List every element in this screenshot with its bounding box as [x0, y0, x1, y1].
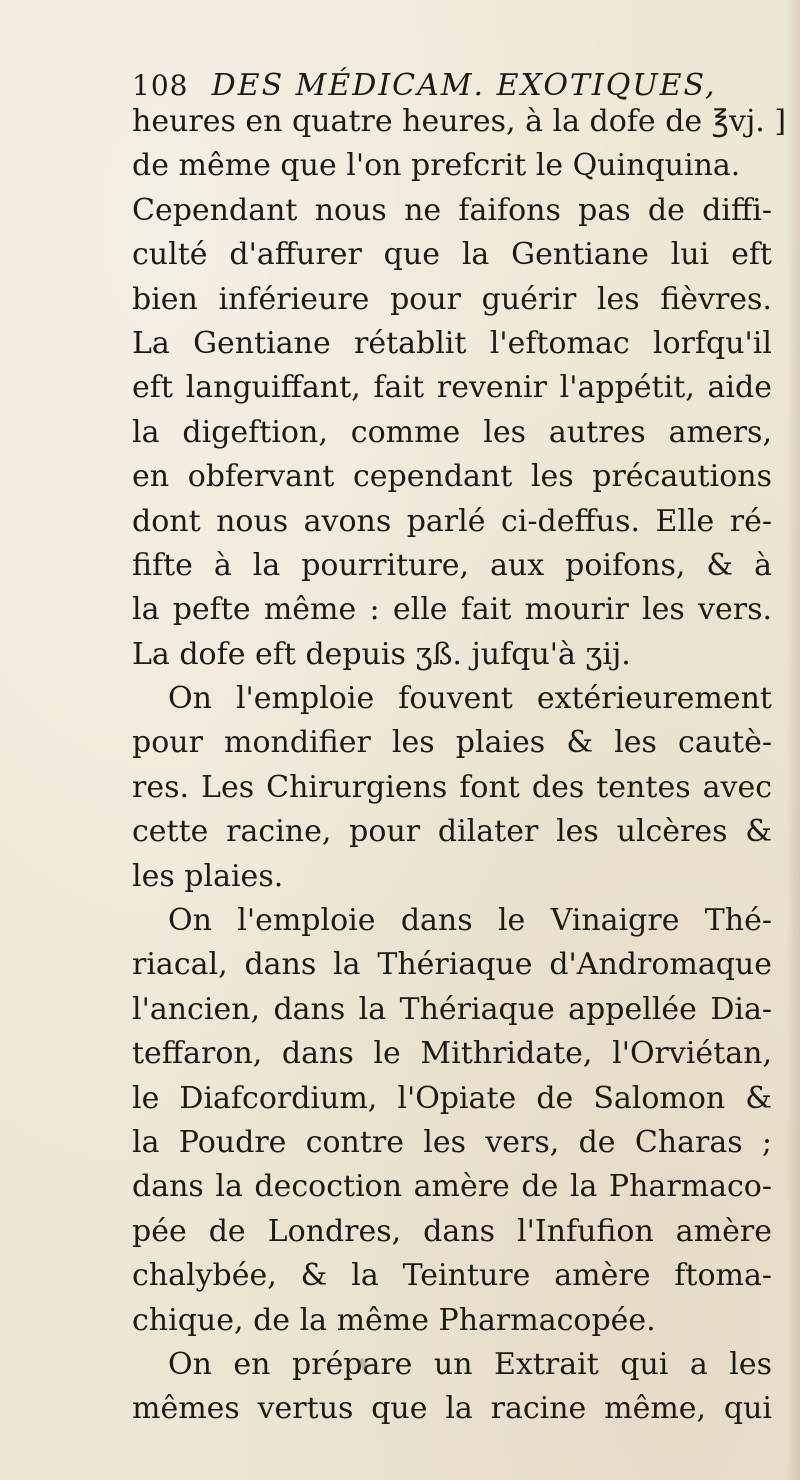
- text-line: On l'emploie dans le Vinaigre Thé-: [168, 903, 772, 939]
- text-line: La dofe eft depuis ʒß. jufqu'à ʒij.: [132, 636, 631, 672]
- text-line: eft languiffant, fait revenir l'appétit, aide: [132, 370, 772, 406]
- text-line: On l'emploie fouvent extérieurement: [168, 681, 772, 717]
- text-line: bien inférieure pour guérir les fièvres.: [132, 281, 772, 317]
- page-number: 108: [132, 69, 189, 102]
- text-line: heures en quatre heures, à la dofe de ℥vj. ]: [132, 104, 787, 139]
- text-line: pour mondifier les plaies & les cautè-: [132, 725, 772, 761]
- body-text: [132, 100, 787, 1432]
- text-line: mêmes vertus que la racine même, qui: [132, 1391, 772, 1427]
- text-line: riacal, dans la Thériaque d'Andromaque: [132, 947, 772, 983]
- text-line: cette racine, pour dilater les ulcères &: [132, 814, 772, 850]
- text-line: culté d'affurer que la Gentiane lui eft: [132, 237, 772, 273]
- text-line: La Gentiane rétablit l'eftomac lorfqu'il: [132, 325, 772, 361]
- text-line: la digeftion, comme les autres amers,: [132, 414, 772, 450]
- text-line: la Poudre contre les vers, de Charas ;: [132, 1124, 772, 1160]
- text-line: fifte à la pourriture, aux poifons, & à: [132, 547, 772, 583]
- text-line: Cependant nous ne faifons pas de diffi-: [132, 192, 772, 228]
- text-line: les plaies.: [132, 858, 284, 894]
- running-title: DES MÉDICAM. EXOTIQUES,: [211, 68, 717, 103]
- text-line: teffaron, dans le Mithridate, l'Orviétan,: [132, 1036, 772, 1072]
- text-line: res. Les Chirurgiens font des tentes avec: [132, 769, 772, 805]
- text-line: en obfervant cependant les précautions: [132, 459, 772, 495]
- text-line: l'ancien, dans la Thériaque appellée Dia-: [132, 991, 772, 1027]
- page-edge-shadow: [786, 0, 800, 1480]
- text-line: dont nous avons parlé ci-deffus. Elle ré-: [132, 503, 772, 539]
- text-line: dans la decoction amère de la Pharmaco-: [132, 1169, 772, 1205]
- text-line: la pefte même : elle fait mourir les vers.: [132, 592, 772, 628]
- text-line: le Diafcordium, l'Opiate de Salomon &: [132, 1080, 772, 1116]
- text-line: de même que l'on prefcrit le Quinquina.: [132, 148, 741, 184]
- text-line: pée de Londres, dans l'Infufion amère: [132, 1213, 772, 1249]
- text-line: chique, de la même Pharmacopée.: [132, 1302, 656, 1338]
- text-line: On en prépare un Extrait qui a les: [168, 1346, 772, 1382]
- text-line: chalybée, & la Teinture amère ftoma-: [132, 1258, 772, 1294]
